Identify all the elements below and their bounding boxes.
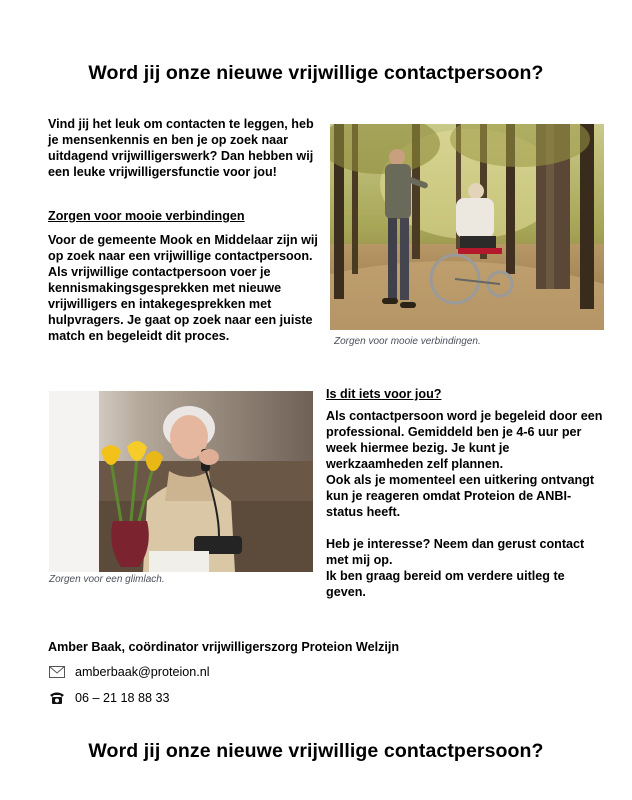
paragraph-uitleg: Ik ben graag bereid om verdere uitleg te geven.	[326, 569, 565, 599]
phone-number[interactable]: 06 – 21 18 88 33	[75, 691, 170, 705]
photo-caption-glimlach: Zorgen voor een glimlach.	[49, 574, 165, 585]
contact-phone-row	[48, 690, 170, 706]
section-body-verbindingen	[48, 232, 326, 344]
email-link[interactable]: amberbaak@proteion.nl	[75, 665, 210, 679]
paragraph-uitkering: Ook als je momenteel een uitkering ontvangt kun je reageren omdat Proteion de ANBI-status heeft.	[326, 473, 595, 519]
section-body-iets-voor-jou	[326, 408, 604, 600]
page-title-footer: Word jij onze nieuwe vrijwillige contactpersoon?	[88, 740, 544, 762]
intro-text: Vind jij het leuk om contacten te leggen, heb je mensenkennis en ben je op zoek naar uitdagend vrijwilligerswerk? Dan hebben wij een leuke vrijwilligersfunctie voor jou!	[48, 117, 314, 179]
paragraph-begeleiding: Als contactpersoon word je begeleid door een professional. Gemiddeld ben je 4-6 uur per week hiermee bezig. Je kunt je werkzaamheden zelf plannen.	[326, 409, 603, 471]
contact-email-row	[48, 664, 210, 680]
page-title: Word jij onze nieuwe vrijwillige contactpersoon?	[88, 62, 544, 84]
paragraph-gemeente: Voor de gemeente Mook en Middelaar zijn wij op zoek naar een vrijwillige contactpersoon.	[48, 233, 318, 263]
telephone-icon	[48, 691, 66, 705]
photo-wheelchair-walk	[330, 124, 604, 330]
section-heading-verbindingen: Zorgen voor mooie verbindingen	[48, 209, 245, 223]
section-heading-iets-voor-jou: Is dit iets voor jou?	[326, 387, 442, 401]
paragraph-taken: Als vrijwillige contactpersoon voer je kennismakingsgesprekken met nieuwe vrijwilligers en intakegesprekken met hulpvragers. Je gaat op zoek naar een juiste match en begeleidt dit proces.	[48, 265, 313, 343]
photo-caption-verbindingen: Zorgen voor mooie verbindingen.	[334, 336, 481, 347]
paragraph-interesse: Heb je interesse? Neem dan gerust contact met mij op.	[326, 537, 585, 567]
photo-elderly-woman-phone	[49, 391, 313, 572]
contact-name: Amber Baak, coördinator vrijwilligerszorg Proteion Welzijn	[48, 640, 400, 654]
envelope-icon	[48, 666, 66, 678]
